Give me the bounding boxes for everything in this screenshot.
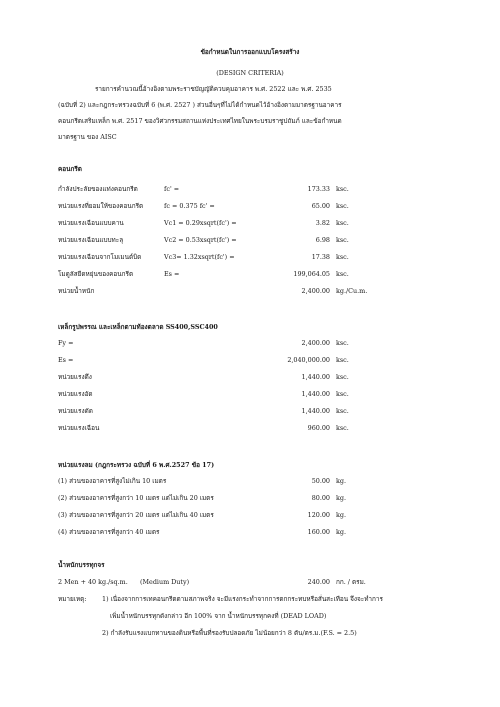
- concrete-value: 3.82: [315, 219, 330, 227]
- wind-unit: kg.: [336, 494, 346, 502]
- steel-value: 2,400.00: [301, 339, 330, 347]
- steel-value: 1,440.00: [301, 373, 330, 381]
- wind-value: 120.00: [307, 511, 330, 519]
- steel-value: 1,440.00: [301, 407, 330, 415]
- concrete-label: หน่วยแรงเฉือนแบบทะลุ: [58, 236, 124, 244]
- wind-label: (4) ส่วนของอาคารที่สูงกว่า 40 เมตร: [58, 528, 160, 536]
- steel-value: 1,440.00: [301, 390, 330, 398]
- concrete-label: หน่วยน้ำหนัก: [58, 287, 95, 295]
- steel-label: หน่วยแรงเฉือน: [58, 424, 100, 432]
- concrete-label: หน่วยแรงเฉือนแบบคาน: [58, 219, 124, 227]
- concrete-unit: ksc.: [336, 202, 349, 210]
- steel-unit: ksc.: [336, 407, 349, 415]
- concrete-formula: Vc3= 1.32xsqrt(fc') =: [164, 253, 235, 261]
- concrete-value: 2,400.00: [301, 287, 330, 295]
- wind-unit: kg.: [336, 528, 346, 536]
- wind-label: (1) ส่วนของอาคารที่สูงไม่เกิน 10 เมตร: [58, 477, 167, 485]
- wind-value: 160.00: [307, 528, 330, 536]
- concrete-unit: kg./Cu.m.: [336, 287, 368, 295]
- steel-label: หน่วยแรงดึง: [58, 373, 92, 381]
- steel-label: หน่วยแรงอัด: [58, 390, 93, 398]
- concrete-label: โมดูลัสยืดหยุ่นของคอนกรีต: [58, 270, 134, 278]
- note-line: 1) เนื่องจากการเทคอนกรีตตามสภาพจริง จะมีแรงกระทำจากการตกกระทบหรือสั่นสะเทือน จึงจะทำการ: [102, 595, 383, 603]
- wind-heading: หน่วยแรงลม (กฎกระทรวง ฉบับที่ 6 พ.ศ.2527 ข้อ 17): [58, 461, 215, 469]
- concrete-value: 17.38: [311, 253, 330, 261]
- intro-line: รายการคำนวณนี้อ้างอิงตามพระราชบัญญัติควบคุมอาคาร พ.ศ. 2522 และ พ.ศ. 2535: [95, 85, 332, 93]
- live-load-value: 240.00: [307, 578, 330, 586]
- live-load-duty: (Medium Duty): [140, 578, 190, 586]
- steel-unit: ksc.: [336, 390, 349, 398]
- steel-value: 960.00: [307, 424, 330, 432]
- steel-label: Fy =: [58, 339, 74, 347]
- wind-label: (2) ส่วนของอาคารที่สูงกว่า 10 เมตร แต่ไม่เกิน 20 เมตร: [58, 494, 214, 502]
- live-load-heading: น้ำหนักบรรทุกจร: [58, 561, 105, 569]
- concrete-label: หน่วยแรงที่ยอมให้ของคอนกรีต: [58, 202, 144, 210]
- concrete-unit: ksc.: [336, 236, 349, 244]
- concrete-unit: ksc.: [336, 253, 349, 261]
- wind-value: 80.00: [311, 494, 330, 502]
- concrete-value: 6.98: [315, 236, 330, 244]
- concrete-value: 65.00: [311, 202, 330, 210]
- intro-line: คอนกรีตเสริมเหล็ก พ.ศ. 2517 ของวิศวกรรมสถานแห่งประเทศไทยในพระบรมราชูปถัมภ์ และข้อกำหนด: [58, 117, 342, 125]
- steel-unit: ksc.: [336, 356, 349, 364]
- steel-unit: ksc.: [336, 339, 349, 347]
- concrete-formula: fc = 0.375 fc' =: [164, 202, 215, 210]
- steel-heading: เหล็กรูปพรรณ และเหล็กตามท้องตลาด SS400,SSC400: [58, 323, 218, 331]
- live-load-unit: กก. / ตรม.: [336, 578, 366, 586]
- live-load-label: 2 Men + 40 kg./sq.m.: [58, 578, 128, 586]
- concrete-formula: Vc1 = 0.29xsqrt(fc') =: [164, 219, 237, 227]
- wind-unit: kg.: [336, 477, 346, 485]
- wind-label: (3) ส่วนของอาคารที่สูงกว่า 20 เมตร แต่ไม่เกิน 40 เมตร: [58, 511, 214, 519]
- steel-value: 2,040,000.00: [287, 356, 330, 364]
- steel-unit: ksc.: [336, 373, 349, 381]
- wind-unit: kg.: [336, 511, 346, 519]
- wind-value: 50.00: [311, 477, 330, 485]
- steel-label: หน่วยแรงดัด: [58, 407, 93, 415]
- concrete-formula: Es =: [164, 270, 180, 278]
- concrete-formula: Vc2 = 0.53xsqrt(fc') =: [164, 236, 237, 244]
- concrete-heading: คอนกรีต: [58, 165, 82, 173]
- concrete-value: 173.33: [307, 185, 330, 193]
- note-line: 2) กำลังรับแรงแบกทานของดินหรือพื้นที่รองรับปลอดภัย ไม่น้อยกว่า 8 ตัน/ตร.ม.(F.S. = 2.5): [102, 629, 357, 637]
- concrete-label: หน่วยแรงเฉือนจากโมเมนต์บิด: [58, 253, 142, 261]
- concrete-unit: ksc.: [336, 219, 349, 227]
- document-title: ข้อกำหนดในการออกแบบโครงสร้าง: [200, 48, 300, 56]
- note-line: เพิ่มน้ำหนักบรรทุกดังกล่าว อีก 100% จาก น้ำหนักบรรทุกคงที่ (DEAD LOAD): [110, 612, 327, 620]
- steel-label: Es =: [58, 356, 74, 364]
- note-label: หมายเหตุ:: [58, 595, 87, 603]
- intro-line: (ฉบับที่ 2) และกฎกระทรวงฉบับที่ 6 (พ.ศ. 2527 ) ส่วนอื่นๆที่ไม่ได้กำหนดไว้อ้างอิงตามมาตรฐานอาคาร: [58, 101, 342, 109]
- concrete-value: 199,064.05: [293, 270, 330, 278]
- steel-unit: ksc.: [336, 424, 349, 432]
- concrete-unit: ksc.: [336, 270, 349, 278]
- intro-line: มาตรฐาน ของ AISC: [58, 133, 117, 141]
- concrete-formula: fc' =: [164, 185, 180, 193]
- concrete-unit: ksc.: [336, 185, 349, 193]
- document-subtitle: (DESIGN CRITERIA): [216, 69, 284, 77]
- concrete-label: กำลังประลัยของแท่งคอนกรีต: [58, 185, 138, 193]
